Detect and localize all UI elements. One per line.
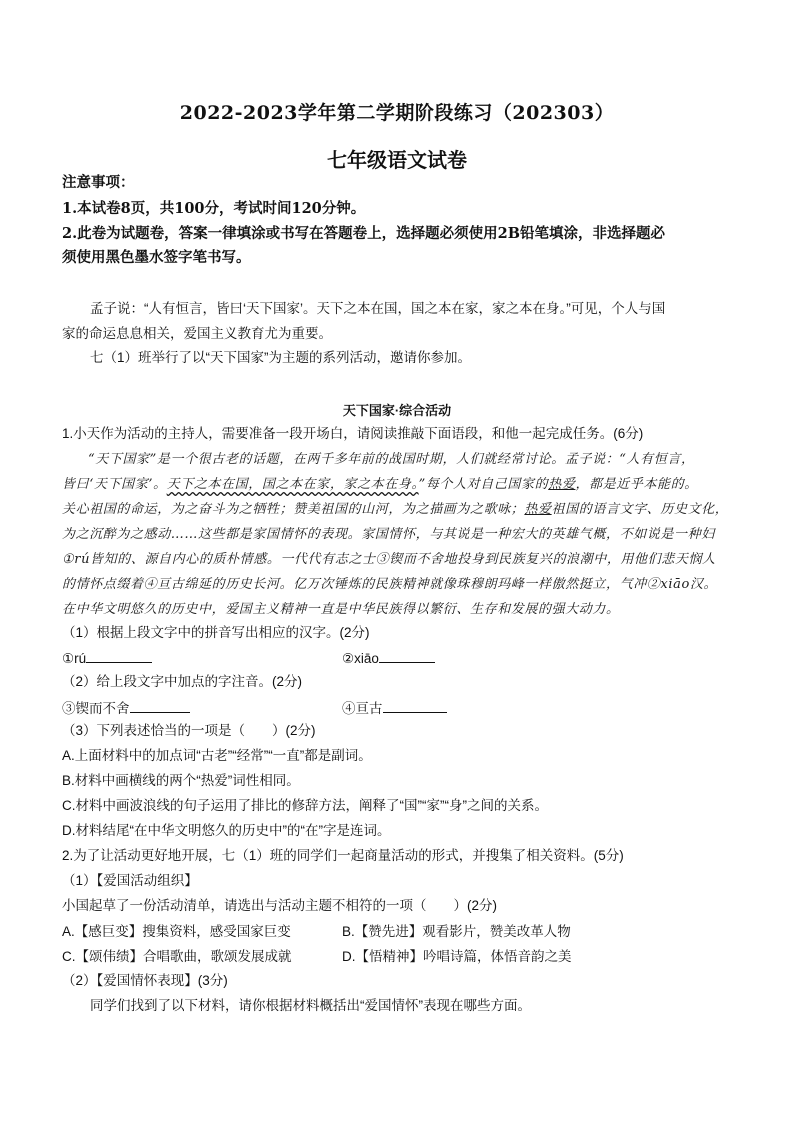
q1-stem: 1.小天作为活动的主持人，需要准备一段开场白，请阅读推敲下面语段，和他一起完成任务。(6分) — [62, 426, 644, 441]
intro-paragraph-2: 七（1）班举行了以“天下国家”为主题的系列活动，邀请你参加。 — [90, 350, 471, 365]
q2-sub2-text: 同学们找到了以下材料，请你根据材料概括出“爱国情怀”表现在哪些方面。 — [90, 998, 531, 1013]
passage-text: 皆曰‘天下国家’。 — [62, 477, 167, 492]
answer-label-gen: ④亘古 — [342, 701, 383, 716]
answer-label-xiao: ②xiāo — [342, 651, 379, 666]
section-title: 天下国家·综合活动 — [342, 403, 452, 418]
answer-blank[interactable] — [379, 648, 435, 663]
passage-line-4: 为之沉醉为之感动……这些都是家国情怀的表现。家国情怀，与其说是一种宏大的英雄气概，不如说是一种妇 — [62, 527, 715, 542]
notes-item-1: 1.本试卷8页，共100分，考试时间120分钟。 — [62, 200, 366, 217]
intro-paragraph-1-line-2: 家的命运息息相关，爱国主义教育尤为重要。 — [62, 326, 332, 341]
q1-sub1-answers — [62, 648, 742, 667]
q1-option-a: A.上面材料中的加点词“古老”“经常”“一直”都是副词。 — [62, 748, 372, 763]
passage-line-2 — [62, 472, 736, 497]
answer-blank[interactable] — [130, 698, 190, 713]
passage-text: 关心祖国的命运，为之奋斗为之牺牲；赞美祖国的山河，为之描画为之歌咏； — [62, 502, 525, 517]
answer-blank[interactable] — [86, 648, 152, 663]
q1-option-b: B.材料中画横线的两个“热爱”词性相同。 — [62, 773, 300, 788]
q1-sub2: （2）给上段文字中加点的字注音。(2分) — [62, 674, 303, 689]
answer-label-qie: ③锲而不舍 — [62, 701, 130, 716]
passage-text: ”每个人对自己国家的 — [418, 477, 549, 492]
passage-line-7: 在中华文明悠久的历史中，爱国主义精神一直是中华民族得以繁衍、生存和发展的强大动力。 — [62, 602, 620, 617]
underlined-word: 热爱 — [548, 477, 576, 492]
q2-stem: 2.为了让活动更好地开展，七（1）班的同学们一起商量活动的形式，并搜集了相关资料。(5分) — [62, 848, 624, 863]
wavy-underlined-sentence: 天下之本在国，国之本在家，家之本在身。 — [166, 477, 419, 492]
q2-option-b: B.【赞先进】观看影片，赞美改革人物 — [342, 924, 571, 939]
q1-sub3: （3）下列表述恰当的一项是（ ）(2分) — [62, 723, 316, 738]
q2-sub1-text: 小国起草了一份活动清单，请选出与活动主题不相符的一项（ ）(2分) — [62, 898, 497, 913]
q2-option-a: A.【感巨变】搜集资料，感受国家巨变 — [62, 924, 291, 939]
exam-subtitle: 七年级语文试卷 — [327, 148, 467, 172]
passage-line-3 — [62, 497, 736, 522]
q2-option-c: C.【颂伟绩】合唱歌曲，歌颂发展成就 — [62, 949, 292, 964]
notes-item-2-line-1: 2.此卷为试题卷，答案一律填涂或书写在答题卷上，选择题必须使用2B铅笔填涂，非选择题必 — [62, 225, 665, 242]
passage-line-1: “天下国家”是一个很古老的话题，在两千多年前的战国时期，人们就经常讨论。孟子说：“人有恒言， — [88, 452, 695, 467]
q1-option-d: D.材料结尾“在中华文明悠久的历史中”的“在”字是连词。 — [62, 823, 391, 838]
notes-heading: 注意事项： — [62, 174, 135, 191]
passage-text: ，都是近乎本能的。 — [575, 477, 698, 492]
q2-sub2: （2）【爱国情怀表现】(3分) — [62, 973, 228, 988]
q2-sub1: （1）【爱国活动组织】 — [62, 873, 198, 888]
q1-option-c: C.材料中画波浪线的句子运用了排比的修辞方法，阐释了“国”“家”“身”之间的关系。 — [62, 798, 548, 813]
q1-sub2-answers — [62, 697, 742, 717]
answer-label-ru: ①rú — [62, 651, 87, 666]
passage-line-5: ①rú皆知的、源自内心的质朴情感。一代代有志之士③锲而不舍地投身到民族复兴的浪潮中，用他们悲天悯人 — [62, 552, 716, 567]
answer-blank[interactable] — [383, 698, 447, 713]
q2-option-d: D.【悟精神】吟唱诗篇，体悟音韵之美 — [342, 949, 572, 964]
passage-text: 祖国的语言文字、历史文化， — [551, 502, 729, 517]
q1-sub1: （1）根据上段文字中的拼音写出相应的汉字。(2分) — [62, 625, 370, 640]
exam-title: 2022-2023学年第二学期阶段练习（202303） — [179, 102, 615, 124]
q2-options-row-2 — [62, 945, 742, 965]
q2-options-row-1 — [62, 920, 742, 940]
intro-paragraph-1-line-1: 孟子说：“人有恒言，皆曰‘天下国家’。天下之本在国，国之本在家，家之本在身。”可见，个人与国 — [90, 301, 666, 316]
passage-line-6: 的情怀点缀着④亘古绵延的历史长河。亿万次锤炼的民族精神就像珠穆朗玛峰一样傲然挺立，气冲②xiāo汉。 — [62, 577, 718, 592]
notes-item-2-line-2: 须使用黑色墨水签字笔书写。 — [62, 249, 251, 266]
underlined-word: 热爱 — [524, 502, 552, 517]
